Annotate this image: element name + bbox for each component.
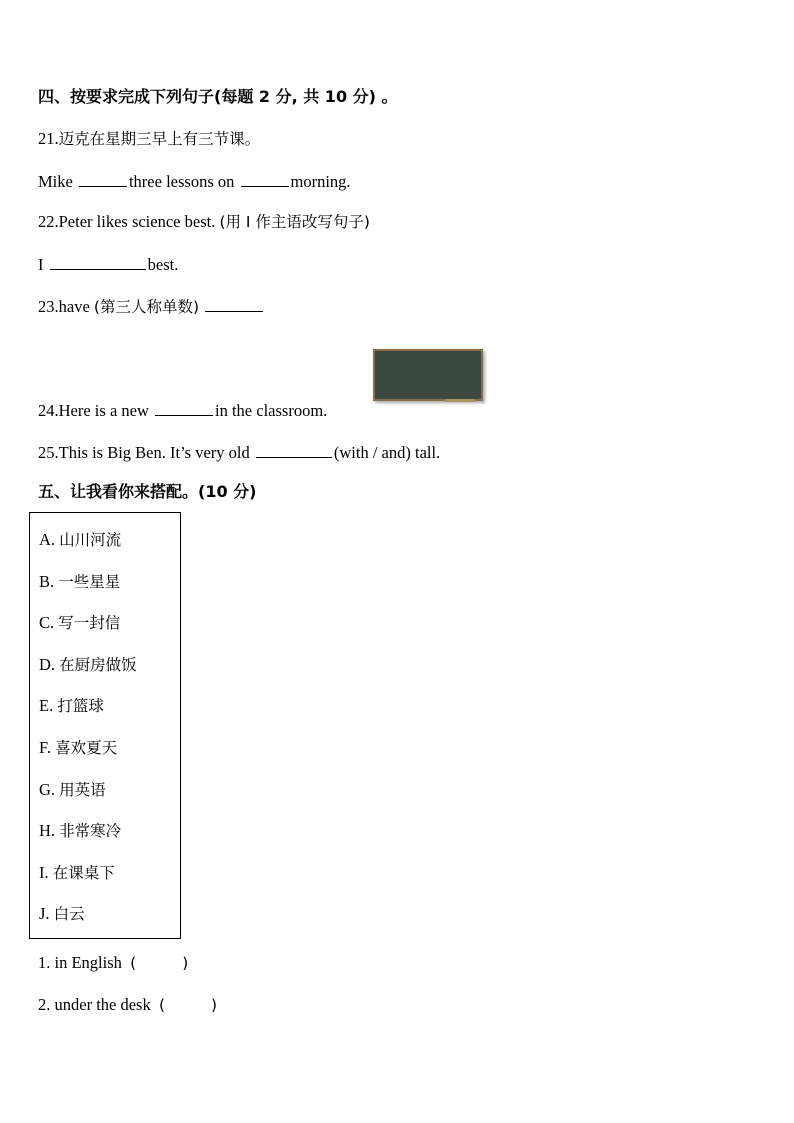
option-g: G. 用英语 xyxy=(39,780,106,799)
option-c: C. 写一封信 xyxy=(39,613,121,632)
blackboard-image xyxy=(373,349,483,401)
answer-blank[interactable] xyxy=(50,253,146,270)
answer-paren-open: ( xyxy=(130,954,137,972)
option-h: H. 非常寒冷 xyxy=(39,821,122,840)
question-23-english: 23.have xyxy=(38,297,90,316)
question-22-answer-line xyxy=(38,253,178,276)
section-4-heading: 四、按要求完成下列句子(每题 2 分, 共 10 分) 。 xyxy=(38,87,398,106)
answer-text: morning. xyxy=(290,172,351,191)
question-25-line xyxy=(38,441,440,464)
answer-blank[interactable] xyxy=(256,441,332,458)
question-25-text: 25.This is Big Ben. It’s very old xyxy=(38,443,250,462)
matching-options-box xyxy=(29,512,181,939)
question-24-text: in the classroom. xyxy=(215,401,328,420)
answer-blank[interactable] xyxy=(79,170,127,187)
answer-text: three lessons on xyxy=(128,172,235,191)
section-5-heading: 五、让我看你来搭配。(10 分) xyxy=(38,482,257,501)
question-21-answer-line xyxy=(38,170,351,193)
answer-blank[interactable] xyxy=(205,295,263,312)
question-21-chinese: 迈克在星期三早上有三节课。 xyxy=(58,130,261,148)
question-24-line xyxy=(38,399,327,422)
question-25-text: (with / and) tall. xyxy=(333,443,441,462)
question-21-prompt xyxy=(38,128,260,150)
option-j: J. 白云 xyxy=(39,904,85,923)
answer-text: I xyxy=(38,255,44,274)
answer-paren-close: ) xyxy=(182,954,189,972)
matching-item-text: 2. under the desk xyxy=(38,995,151,1014)
matching-item-1 xyxy=(38,952,188,974)
answer-text: Mike xyxy=(38,172,73,191)
option-b: B. 一些星星 xyxy=(39,572,121,591)
option-e: E. 打篮球 xyxy=(39,696,104,715)
option-d: D. 在厨房做饭 xyxy=(39,655,137,674)
question-22-instruction: (用 I 作主语改写句子) xyxy=(219,213,370,231)
option-f: F. 喜欢夏天 xyxy=(39,738,118,757)
question-23-prompt xyxy=(38,295,265,318)
answer-paren-open: ( xyxy=(158,996,166,1014)
answer-blank[interactable] xyxy=(155,399,213,416)
option-a: A. 山川河流 xyxy=(39,530,122,549)
question-22-english: 22.Peter likes science best. xyxy=(38,212,216,231)
answer-blank[interactable] xyxy=(241,170,289,187)
matching-item-2 xyxy=(38,994,217,1016)
question-22-prompt xyxy=(38,211,370,233)
option-i: I. 在课桌下 xyxy=(39,863,115,882)
answer-text: best. xyxy=(147,255,179,274)
matching-item-text: 1. in English xyxy=(38,953,122,972)
question-21-number: 21. xyxy=(38,129,59,148)
question-24-text: 24.Here is a new xyxy=(38,401,149,420)
question-23-instruction: (第三人称单数) xyxy=(93,298,200,316)
answer-paren-close: ) xyxy=(211,996,218,1014)
